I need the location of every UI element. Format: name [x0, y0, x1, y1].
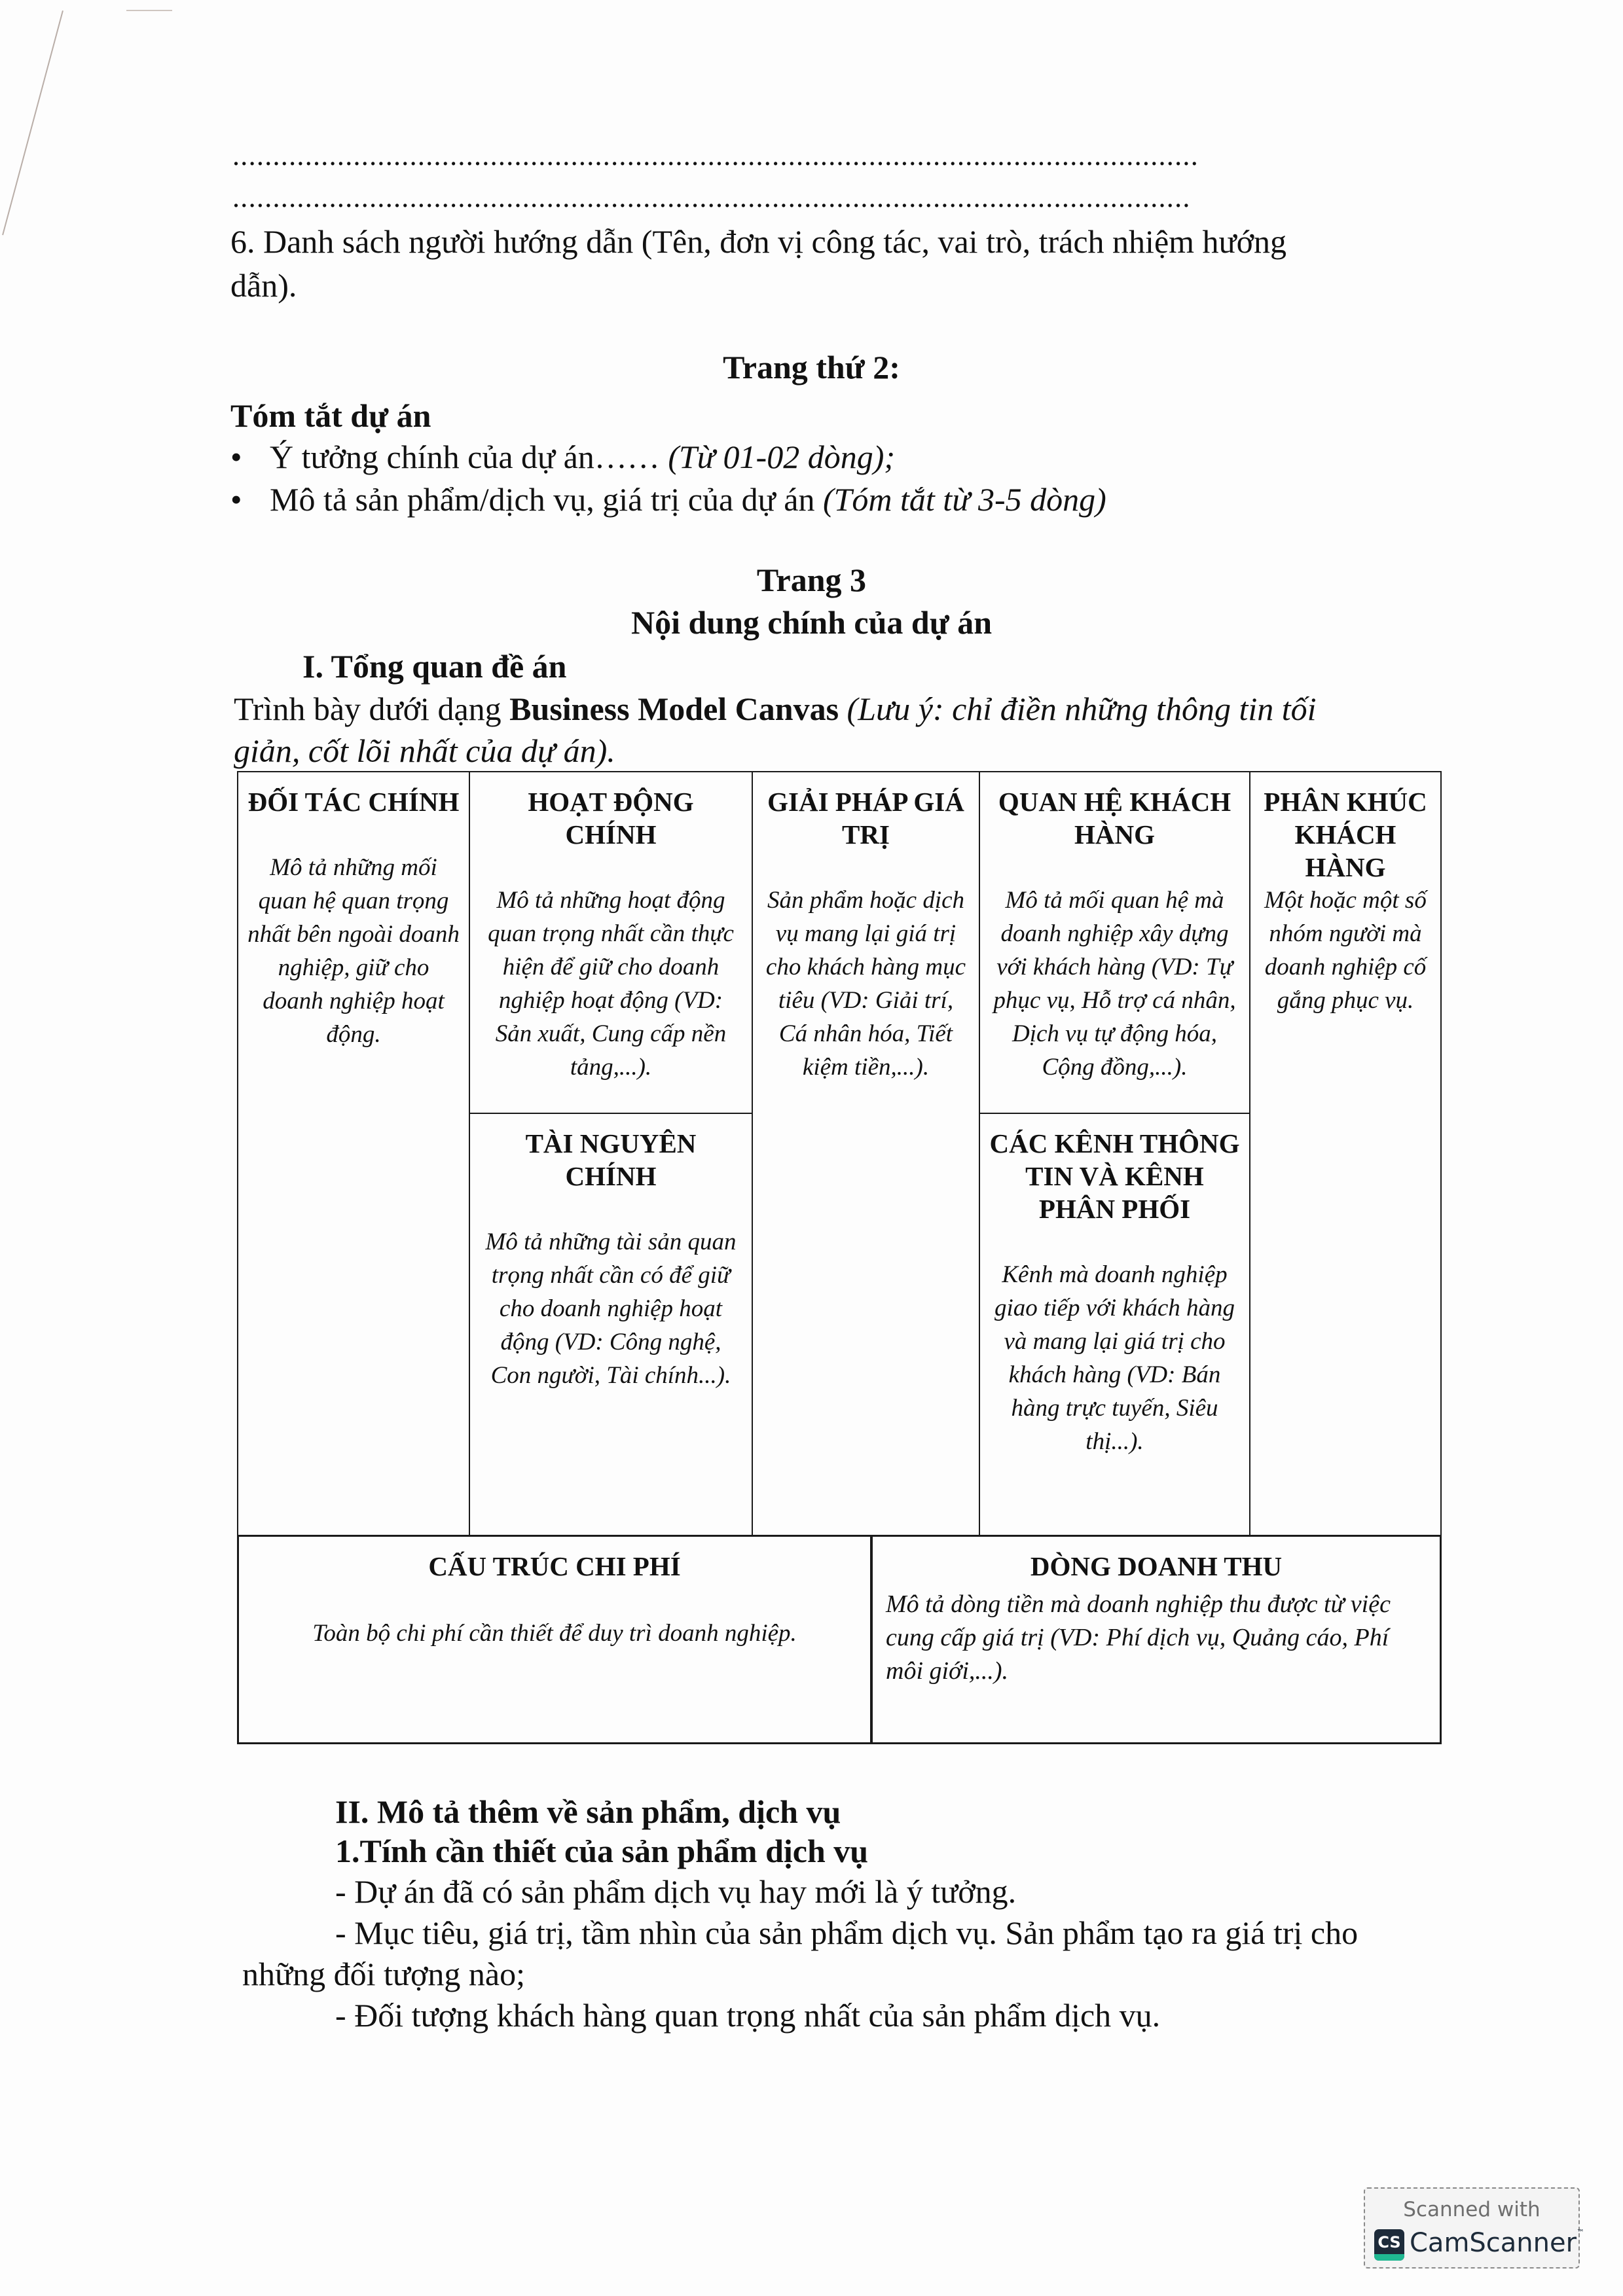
key-activities-desc: Mô tả những hoạt động quan trọng nhất cần thực hiện để giữ cho doanh nghiệp hoạt động (VD: Sản xuất, Cung cấp nền tảng,...).: [488, 887, 734, 1081]
cell-key-resources: [469, 1113, 753, 1536]
revenue-streams-title: DÒNG DOANH THU: [1030, 1551, 1283, 1581]
canvas-intro-line1: [234, 687, 1317, 730]
intro-note: (Lưu ý: chỉ điền những thông tin tối: [839, 691, 1317, 727]
item-6-line2: dẫn).: [230, 267, 297, 304]
bullet-note: (Từ 01-02 dòng);: [668, 439, 895, 475]
section2-title: II. Mô tả thêm về sản phẩm, dịch vụ: [335, 1793, 841, 1830]
watermark-brand: [1410, 2228, 1584, 2258]
cell-key-partners: [237, 771, 470, 1536]
canvas-intro-line2: giản, cốt lõi nhất của dự án).: [234, 732, 615, 769]
customer-segments-title: PHÂN KHÚC KHÁCH HÀNG: [1264, 787, 1427, 882]
section2-item: - Dự án đã có sản phẩm dịch vụ hay mới là ý tưởng.: [335, 1873, 1017, 1910]
revenue-streams-desc: Mô tả dòng tiền mà doanh nghiệp thu được từ việc cung cấp giá trị (VD: Phí dịch vụ, Quảng cáo, Phí môi giới,...).: [886, 1590, 1391, 1685]
summary-title: Tóm tắt dự án: [230, 397, 431, 434]
cell-value-propositions: [752, 771, 980, 1536]
channels-title: CÁC KÊNH THÔNG TIN VÀ KÊNH PHÂN PHỐI: [989, 1128, 1240, 1224]
key-activities-title: HOẠT ĐỘNG CHÍNH: [528, 787, 694, 850]
scan-page-edge-top: [126, 10, 172, 11]
scan-page-edge: [2, 10, 64, 235]
watermark-caption: Scanned with: [1403, 2198, 1541, 2221]
cell-key-activities: [469, 771, 753, 1114]
cell-customer-relationships: [979, 771, 1250, 1114]
intro-prefix: Trình bày dưới dạng: [234, 691, 510, 727]
section2-item: - Đối tượng khách hàng quan trọng nhất của sản phẩm dịch vụ.: [335, 1997, 1161, 2034]
brand-name: CamScanner: [1410, 2228, 1577, 2258]
intro-bold: Business Model Canvas: [509, 691, 839, 727]
cost-structure-desc: Toàn bộ chi phí cần thiết để duy trì doanh nghiệp.: [312, 1620, 797, 1647]
bullet-text: Mô tả sản phẩm/dịch vụ, giá trị của dự án: [270, 481, 815, 518]
bullet-note: (Tóm tắt từ 3-5 dòng): [822, 481, 1106, 518]
summary-bullet: [230, 478, 1106, 521]
value-propositions-title: GIẢI PHÁP GIÁ TRỊ: [767, 787, 964, 850]
cell-cost-structure: [237, 1535, 872, 1744]
section2-item: - Mục tiêu, giá trị, tầm nhìn của sản phẩm dịch vụ. Sản phẩm tạo ra giá trị cho: [335, 1914, 1359, 1951]
page3-subheading: Nội dung chính của dự án: [630, 604, 993, 641]
page3-heading: Trang 3: [756, 562, 867, 598]
bullet-icon: •: [230, 481, 242, 518]
cell-channels: [979, 1113, 1250, 1536]
key-partners-desc: Mô tả những mối quan hệ quan trọng nhất bên ngoài doanh nghiệp, giữ cho doanh nghiệp hoạt động.: [247, 854, 460, 1048]
channels-desc: Kênh mà doanh nghiệp giao tiếp với khách hàng và mang lại giá trị cho khách hàng (VD: Bán hàng trực tuyến, Siêu thị...).: [994, 1261, 1235, 1455]
section2-subtitle: 1.Tính cần thiết của sản phẩm dịch vụ: [335, 1833, 869, 1869]
section2-item-continued: những đối tượng nào;: [242, 1956, 526, 1992]
dotted-fill-line: .......................................................................................................................: [232, 183, 1191, 212]
key-partners-title: ĐỐI TÁC CHÍNH: [247, 787, 460, 817]
bullet-icon: •: [230, 439, 242, 475]
camscanner-logo-icon: CS: [1374, 2229, 1404, 2261]
cost-structure-title: CẤU TRÚC CHI PHÍ: [428, 1551, 681, 1581]
key-resources-title: TÀI NGUYÊN CHÍNH: [525, 1128, 697, 1191]
key-resources-desc: Mô tả những tài sản quan trọng nhất cần có để giữ cho doanh nghiệp hoạt động (VD: Công nghệ, Con người, Tài chính...).: [485, 1229, 737, 1389]
dotted-fill-line: ........................................................................................................................: [232, 141, 1199, 170]
page2-heading: Trang thứ 2:: [723, 349, 900, 386]
customer-relationships-title: QUAN HỆ KHÁCH HÀNG: [998, 787, 1231, 850]
item-6-line1: 6. Danh sách người hướng dẫn (Tên, đơn vị công tác, vai trò, trách nhiệm hướng: [230, 223, 1287, 260]
camscanner-watermark: [1364, 2187, 1585, 2269]
cell-customer-segments: [1249, 771, 1442, 1536]
summary-bullet: [230, 435, 895, 478]
cell-revenue-streams: [871, 1535, 1442, 1744]
value-propositions-desc: Sản phẩm hoặc dịch vụ mang lại giá trị cho khách hàng mục tiêu (VD: Giải trí, Cá nhân hóa, Tiết kiệm tiền,...).: [765, 887, 966, 1081]
bullet-text: Ý tưởng chính của dự án……: [270, 439, 660, 475]
business-model-canvas: [237, 771, 1442, 1744]
customer-segments-desc: Một hoặc một số nhóm người mà doanh nghiệp cố gắng phục vụ.: [1264, 887, 1427, 1014]
trademark-symbol: ™: [1577, 2228, 1585, 2237]
section1-title: I. Tổng quan đề án: [302, 648, 567, 685]
customer-relationships-desc: Mô tả mối quan hệ mà doanh nghiệp xây dựng với khách hàng (VD: Tự phục vụ, Hỗ trợ cá nhân, Dịch vụ tự động hóa, Cộng đồng,...).: [993, 887, 1236, 1081]
